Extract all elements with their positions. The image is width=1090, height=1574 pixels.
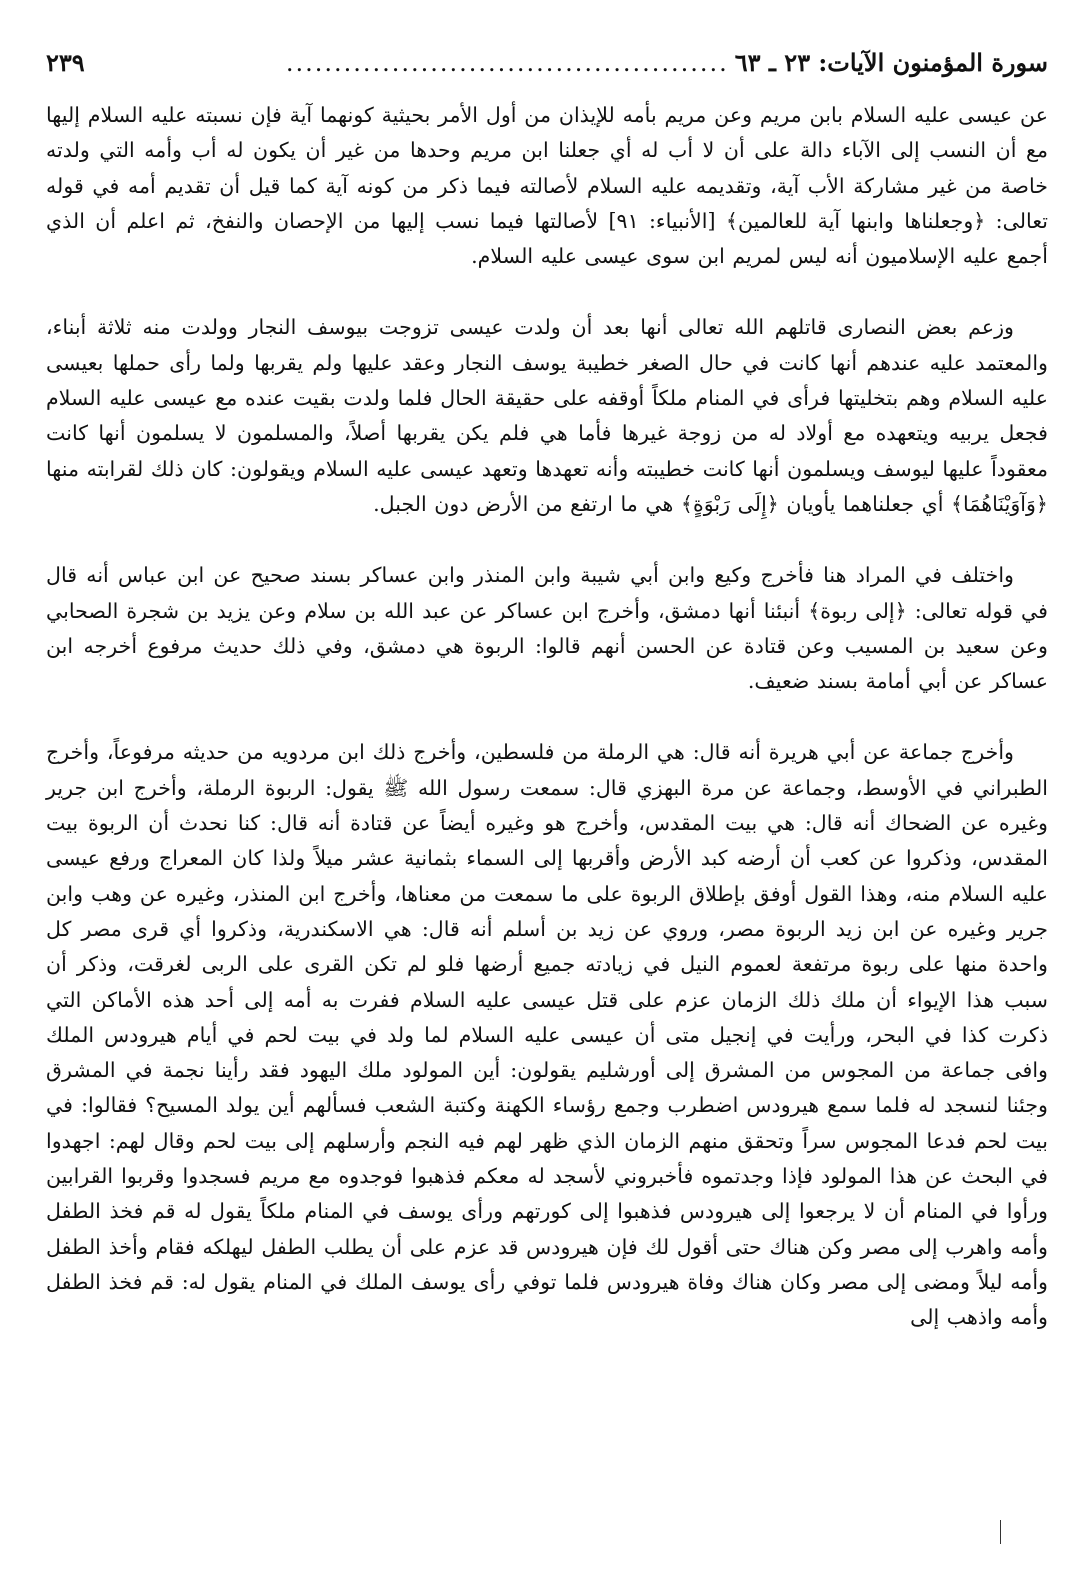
paragraph-gap bbox=[46, 699, 1048, 735]
running-header bbox=[46, 48, 1048, 92]
paragraph-2: وزعم بعض النصارى قاتلهم الله تعالى أنها بعد أن ولدت عيسى تزوجت بيوسف النجار وولدت منه ثلاثة أبناء، والمعتمد عليه عندهم أنها كانت في حال الصغر خطيبة يوسف النجار وعقد عليها ولم يقربها ولما رأى حملها بعيسى عليه السلام وهم بتخليتها فرأى في المنام ملكاً أوقفه على حقيقة الحال فلما ولدت بقيت عنده مع عيسى عليه السلام فجعل يربيه ويتعهده مع أولاد له من زوجة غيرها فأما هي فلم يكن يقربها أصلاً، والمسلمون لا يسلمون أنها كانت معقوداً عليها ليوسف ويسلمون أنها كانت خطيبته وأنه تعهدها وتعهد عيسى عليه السلام ويقولون: كان ذلك لقرابته منها ﴿وَآوَيْنَاهُمَا﴾ أي جعلناهما يأويان ﴿إِلَى رَبْوَةٍ﴾ هي ما ارتفع من الأرض دون الجبل. bbox=[46, 315, 1048, 516]
paragraph-1: عن عيسى عليه السلام بابن مريم وعن مريم بأمه للإيذان من أول الأمر بحيثية كونهما آية فإن نسبته عليه السلام إليها مع أن النسب إلى الآباء دالة على أن لا أب له أي جعلنا ابن مريم وحدها من غير أن يكون له أب وأمه التي ولدته خاصة من غير مشاركة الأب آية، وتقديمه عليه السلام لأصالته فيما ذكر من كونه آية كما قيل أن تقديم أمه في قوله تعالى: ﴿وجعلناها وابنها آية للعالمين﴾ [الأنبياء: ٩١] لأصالتها فيما نسب إليها من الإحصان والنفخ، ثم اعلم أن الذي أجمع عليه الإسلاميون أنه ليس لمريم ابن سوى عيسى عليه السلام. bbox=[46, 103, 1048, 269]
header-title: سورة المؤمنون الآيات: ٢٣ ـ ٦٣ bbox=[734, 48, 1048, 77]
paragraph-3: واختلف في المراد هنا فأخرج وكيع وابن أبي شيبة وابن المنذر وابن عساكر بسند صحيح عن ابن عباس أنه قال في قوله تعالى: ﴿إلى ربوة﴾ أنبئنا أنها دمشق، وأخرج ابن عساكر عن عبد الله بن سلام وعن يزيد بن شجرة الصحابي وعن سعيد بن المسيب وعن قتادة عن الحسن أنهم قالوا: الربوة هي دمشق، وفي ذلك حديث مرفوع أخرجه ابن عساكر عن أبي أمامة بسند ضعيف. bbox=[46, 563, 1048, 694]
margin-mark bbox=[1000, 1520, 1001, 1544]
header-dot-leader: .............................................. bbox=[285, 49, 729, 77]
paragraph-4: وأخرج جماعة عن أبي هريرة أنه قال: هي الرملة من فلسطين، وأخرج ذلك ابن مردويه من حديثه مرفوعاً، وأخرج الطبراني في الأوسط، وجماعة عن مرة البهزي قال: سمعت رسول الله ﷺ يقول: الربوة الرملة، وأخرج ابن جرير وغيره عن الضحاك أنه قال: هي بيت المقدس، وأخرج هو وغيره أيضاً عن قتادة أنه قال: كنا نحدث أن الربوة بيت المقدس، وذكروا عن كعب أن أرضه كبد الأرض وأقربها إلى السماء بثمانية عشر ميلاً ولذا كان المعراج ورفع عيسى عليه السلام منه، وهذا القول أوفق بإطلاق الربوة على ما سمعت من معناها، وأخرج ابن المنذر، وغيره عن وهب وابن جرير وغيره عن ابن زيد الربوة مصر، وروي عن زيد بن أسلم أنه قال: هي الاسكندرية، وذكروا أي قرى مصر كل واحدة منها على ربوة مرتفعة لعموم النيل في زيادته جميع أرضها فلو لم تكن القرى على الربى لغرقت، وذكر أن سبب هذا الإيواء أن ملك ذلك الزمان عزم على قتل عيسى عليه السلام ففرت به أمه إلى أحد هذه الأماكن التي ذكرت كذا في البحر، ورأيت في إنجيل متى أن عيسى عليه السلام لما ولد في بيت لحم في أيام هيرودس الملك وافى جماعة من المجوس من المشرق إلى أورشليم يقولون: أين المولود ملك اليهود فقد رأينا نجمة في المشرق وجئنا لنسجد له فلما سمع هيرودس اضطرب وجمع رؤساء الكهنة وكتبة الشعب فسألهم أين يولد المسيح؟ فقالوا: في بيت لحم فدعا المجوس سراً وتحقق منهم الزمان الذي ظهر لهم فيه النجم وأرسلهم إلى بيت لحم وقال لهم: اجهدوا في البحث عن هذا المولود فإذا وجدتموه فأخبروني لأسجد له معكم فذهبوا فوجدوه مع مريم فسجدوا وقربوا القرابين ورأوا في المنام أن لا يرجعوا إلى هيرودس فذهبوا إلى كورتهم ورأى يوسف في المنام ملكاً يقول له قم فخذ الطفل وأمه واهرب إلى مصر وكن هناك حتى أقول لك فإن هيرودس قد عزم على أن يطلب الطفل ليهلكه فقام وأخذ الطفل وأمه ليلاً ومضى إلى مصر وكان هناك وفاة هيرودس فلما توفي رأى يوسف الملك في المنام يقول له: قم فخذ الطفل وأمه واذهب إلى bbox=[46, 740, 1049, 1330]
page-number: ٢٣٩ bbox=[46, 48, 85, 77]
paragraph-gap bbox=[46, 522, 1048, 558]
paragraph-gap bbox=[46, 274, 1048, 310]
